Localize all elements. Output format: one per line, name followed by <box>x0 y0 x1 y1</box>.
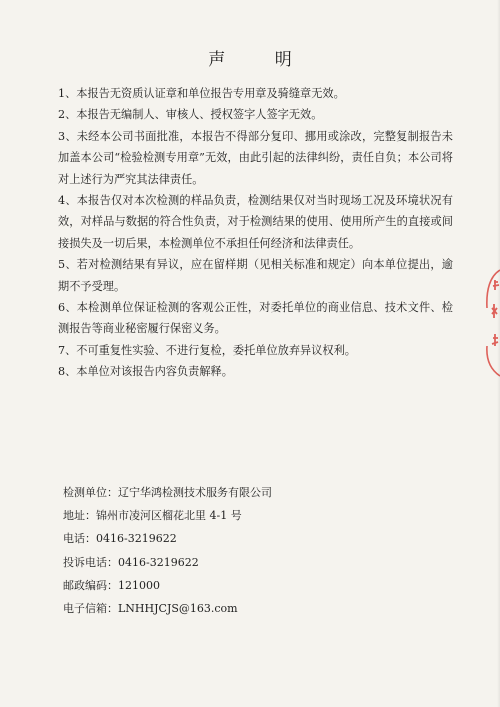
email-label: 电子信箱： <box>63 602 118 616</box>
contact-phone <box>63 527 443 550</box>
clause-1: 1、本报告无资质认证章和单位报告专用章及骑缝章无效。 <box>58 87 345 100</box>
statement-clauses <box>58 83 453 383</box>
contact-email <box>63 597 443 620</box>
phone-value: 0416-3219622 <box>96 532 177 546</box>
clause-8: 8、本单位对该报告内容负责解释。 <box>58 365 233 379</box>
complaint-value: 0416-3219622 <box>118 555 199 569</box>
unit-label: 检测单位： <box>63 486 118 499</box>
contact-unit <box>63 481 443 504</box>
clause-4: 4、本报告仅对本次检测的样品负责，检测结果仅对当时现场工况及环境状况有效，对样品与数据的符合性负责，对于检测结果的使用、使用所产生的直接或间接损失及一切后果，本检测单位不承担任何经济和法律责任。 <box>58 194 453 250</box>
clause-5: 5、若对检测结果有异议，应在留样期（见相关标准和规定）向本单位提出，逾期不予受理。 <box>58 258 453 293</box>
postcode-value: 121000 <box>118 578 160 592</box>
page-title: 声 明 <box>208 50 314 70</box>
address-label: 地址： <box>63 509 96 523</box>
contact-postcode <box>63 574 443 597</box>
clause-2: 2、本报告无编制人、审核人、授权签字人签字无效。 <box>58 108 323 122</box>
email-value: LNHHJCJS@163.com <box>118 602 238 616</box>
complaint-label: 投诉电话： <box>63 555 118 569</box>
clause-6: 6、本检测单位保证检测的客观公正性，对委托单位的商业信息、技术文件、检测报告等商业秘密履行保密义务。 <box>58 301 453 336</box>
clause-3: 3、未经本公司书面批准，本报告不得部分复印、挪用或涂改，完整复制报告未加盖本公司“检验检测专用章”无效，由此引起的法律纠纷，责任自负；本公司将对上述行为严究其法律责任。 <box>58 129 453 186</box>
phone-label: 电话： <box>63 532 96 546</box>
clause-7: 7、不可重复性实验、不进行复检，委托单位放弃异议权利。 <box>58 343 356 357</box>
contact-complaint <box>63 551 443 574</box>
postcode-label: 邮政编码： <box>63 578 118 592</box>
unit-value: 辽宁华鸿检测技术服务有限公司 <box>118 486 272 499</box>
address-value: 锦州市凌河区榴花北里 4-1 号 <box>96 509 242 523</box>
contact-address <box>63 504 443 527</box>
contact-block <box>63 481 443 620</box>
